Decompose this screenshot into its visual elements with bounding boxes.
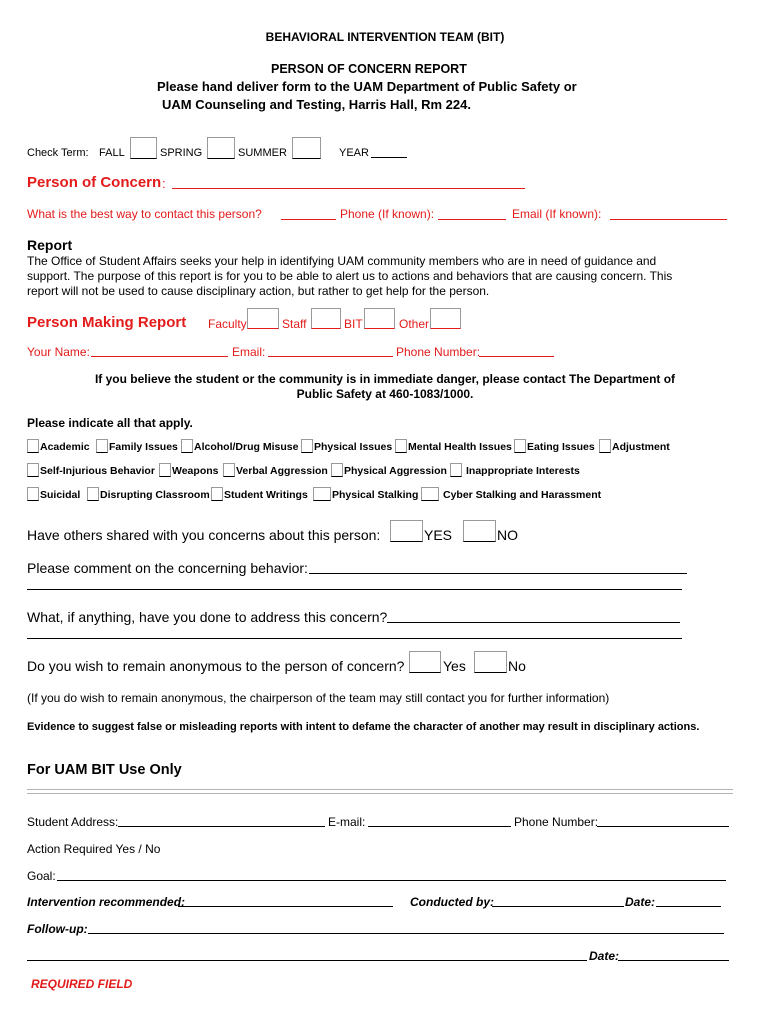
comment-question: Please comment on the concerning behavior: (27, 560, 308, 576)
contact-question: What is the best way to contact this person? (27, 207, 262, 221)
concern-alcohol-drug[interactable]: Alcohol/Drug Misuse (181, 439, 298, 453)
term-fall-checkbox[interactable] (130, 137, 157, 159)
anonymous-yes-label: Yes (443, 658, 466, 674)
reporter-email-label: Email: (232, 345, 266, 359)
others-shared-no-checkbox[interactable] (463, 520, 496, 542)
report-paragraph-line-1: The Office of Student Affairs seeks your help in identifying UAM community members who are in need of guidance and (27, 254, 657, 268)
reporter-other-checkbox[interactable] (430, 308, 461, 329)
instruction-line-1: Please hand deliver form to the UAM Department of Public Safety or (157, 79, 577, 94)
reporter-bit-checkbox[interactable] (364, 308, 395, 329)
checkbox[interactable] (395, 439, 407, 453)
anonymous-no-checkbox[interactable] (474, 651, 507, 673)
checkbox[interactable] (223, 463, 235, 477)
term-label: Check Term: (27, 147, 89, 159)
reporter-email-field[interactable] (268, 356, 393, 357)
others-shared-no-label: NO (497, 527, 518, 543)
concern-cyber-stalking[interactable]: Cyber Stalking and Harassment (421, 487, 601, 501)
concern-phone-field[interactable] (438, 219, 506, 220)
others-shared-question: Have others shared with you concerns about this person: (27, 527, 381, 543)
reporter-phone-label: Phone Number: (396, 345, 481, 359)
checkbox[interactable] (159, 463, 171, 477)
follow-up-field-line-2[interactable] (27, 960, 587, 961)
reporter-phone-field[interactable] (479, 356, 554, 357)
concern-phone-label: Phone (If known): (340, 207, 435, 221)
concern-eating-issues[interactable]: Eating Issues (514, 439, 595, 453)
conducted-date-label: Date: (625, 895, 656, 909)
checkbox[interactable] (96, 439, 108, 453)
checkbox[interactable] (301, 439, 313, 453)
term-fall-label: FALL (99, 147, 125, 159)
checkbox[interactable] (181, 439, 193, 453)
concern-academic[interactable]: Academic (27, 439, 90, 453)
bit-phone-label: Phone Number: (514, 815, 599, 829)
goal-field[interactable] (57, 880, 726, 881)
comment-field-line-1[interactable] (309, 573, 687, 574)
reporter-other-label: Other (399, 317, 430, 331)
others-shared-yes-label: YES (424, 527, 453, 543)
concern-mental-health[interactable]: Mental Health Issues (395, 439, 512, 453)
indicate-heading: Please indicate all that apply. (27, 416, 193, 430)
person-making-report-label: Person Making Report (27, 314, 187, 331)
checkbox[interactable] (421, 487, 439, 501)
follow-up-date-field[interactable] (618, 960, 729, 961)
concern-physical-stalking[interactable]: Physical Stalking (313, 487, 418, 501)
concern-weapons[interactable]: Weapons (159, 463, 218, 477)
false-report-warning: Evidence to suggest false or misleading reports with intent to defame the character of another may result in disciplinary actions. (27, 721, 700, 733)
section-divider (27, 789, 733, 794)
term-year-label: YEAR (339, 147, 369, 159)
address-field-line-2[interactable] (27, 638, 682, 639)
concern-verbal-aggression[interactable]: Verbal Aggression (223, 463, 328, 477)
address-question: What, if anything, have you done to address this concern? (27, 609, 388, 625)
your-name-field[interactable] (91, 356, 228, 357)
concern-suicidal[interactable]: Suicidal (27, 487, 80, 501)
concern-physical-aggression[interactable]: Physical Aggression (331, 463, 447, 477)
student-address-label: Student Address: (27, 815, 119, 829)
report-heading: Report (27, 237, 73, 253)
concern-email-field[interactable] (610, 219, 727, 220)
action-required-label: Action Required Yes / No (27, 842, 161, 856)
person-of-concern-colon: : (162, 176, 166, 191)
conducted-by-label: Conducted by: (410, 895, 494, 909)
checkbox[interactable] (450, 463, 462, 477)
anonymous-yes-checkbox[interactable] (409, 651, 441, 673)
bit-phone-field[interactable] (597, 826, 729, 827)
concern-family-issues[interactable]: Family Issues (96, 439, 178, 453)
checkbox[interactable] (313, 487, 331, 501)
term-spring-label: SPRING (160, 147, 203, 159)
form-title: BEHAVIORAL INTERVENTION TEAM (BIT) (265, 30, 505, 44)
comment-field-line-2[interactable] (27, 589, 682, 590)
checkbox[interactable] (331, 463, 343, 477)
checkbox[interactable] (599, 439, 611, 453)
anonymous-note: (If you do wish to remain anonymous, the chairperson of the team may still contact you for further information) (27, 691, 610, 705)
student-address-field[interactable] (118, 826, 325, 827)
concern-student-writings[interactable]: Student Writings (211, 487, 308, 501)
your-name-label: Your Name: (27, 345, 90, 359)
concern-disrupting-classroom[interactable]: Disrupting Classroom (87, 487, 210, 501)
conducted-date-field[interactable] (656, 906, 721, 907)
concern-self-injurious[interactable]: Self-Injurious Behavior (27, 463, 155, 477)
instruction-line-2: UAM Counseling and Testing, Harris Hall, Rm 224. (162, 97, 471, 112)
term-summer-checkbox[interactable] (292, 137, 321, 159)
person-of-concern-field[interactable] (172, 188, 525, 189)
reporter-faculty-checkbox[interactable] (247, 308, 279, 329)
concern-physical-issues[interactable]: Physical Issues (301, 439, 392, 453)
contact-method-field[interactable] (281, 219, 336, 220)
reporter-faculty-label: Faculty (208, 317, 247, 331)
term-year-field[interactable] (371, 157, 407, 158)
report-paragraph-line-3: report will not be used to cause disciplinary action, but rather to get help for the person. (27, 284, 490, 298)
term-summer-label: SUMMER (238, 147, 287, 159)
concern-adjustment[interactable]: Adjustment (599, 439, 670, 453)
reporter-staff-checkbox[interactable] (311, 308, 341, 329)
bit-use-heading: For UAM BIT Use Only (27, 762, 182, 778)
checkbox[interactable] (27, 487, 39, 501)
danger-notice-line-1: If you believe the student or the community is in immediate danger, please contact The Department of (94, 372, 676, 386)
intervention-field[interactable] (178, 906, 393, 907)
follow-up-date-label: Date: (589, 949, 620, 963)
bit-email-label: E-mail: (328, 815, 366, 829)
anonymous-question: Do you wish to remain anonymous to the person of concern? (27, 658, 405, 674)
checkbox[interactable] (27, 463, 39, 477)
checkbox[interactable] (514, 439, 526, 453)
address-field-line-1[interactable] (387, 622, 680, 623)
report-paragraph-line-2: support. The purpose of this report is for you to be able to alert us to actions and behaviors that are causing concern. This (27, 269, 673, 283)
concern-email-label: Email (If known): (512, 207, 602, 221)
anonymous-no-label: No (508, 658, 526, 674)
conducted-by-field[interactable] (492, 906, 624, 907)
reporter-bit-label: BIT (344, 317, 363, 331)
others-shared-yes-checkbox[interactable] (390, 520, 423, 542)
reporter-staff-label: Staff (282, 317, 307, 331)
required-field-note: REQUIRED FIELD (31, 977, 133, 991)
concern-inappropriate-interests[interactable]: Inappropriate Interests (450, 463, 580, 477)
danger-notice-line-2: Public Safety at 460-1083/1000. (296, 387, 474, 401)
checkbox[interactable] (211, 487, 223, 501)
bit-email-field[interactable] (368, 826, 511, 827)
person-of-concern-label: Person of Concern (27, 174, 162, 191)
checkbox[interactable] (27, 439, 39, 453)
intervention-label: Intervention recommended: (27, 895, 186, 909)
term-spring-checkbox[interactable] (207, 137, 235, 159)
follow-up-label: Follow-up: (27, 922, 88, 936)
goal-label: Goal: (27, 869, 56, 883)
form-subtitle: PERSON OF CONCERN REPORT (271, 62, 467, 76)
checkbox[interactable] (87, 487, 99, 501)
follow-up-field-line-1[interactable] (88, 933, 724, 934)
